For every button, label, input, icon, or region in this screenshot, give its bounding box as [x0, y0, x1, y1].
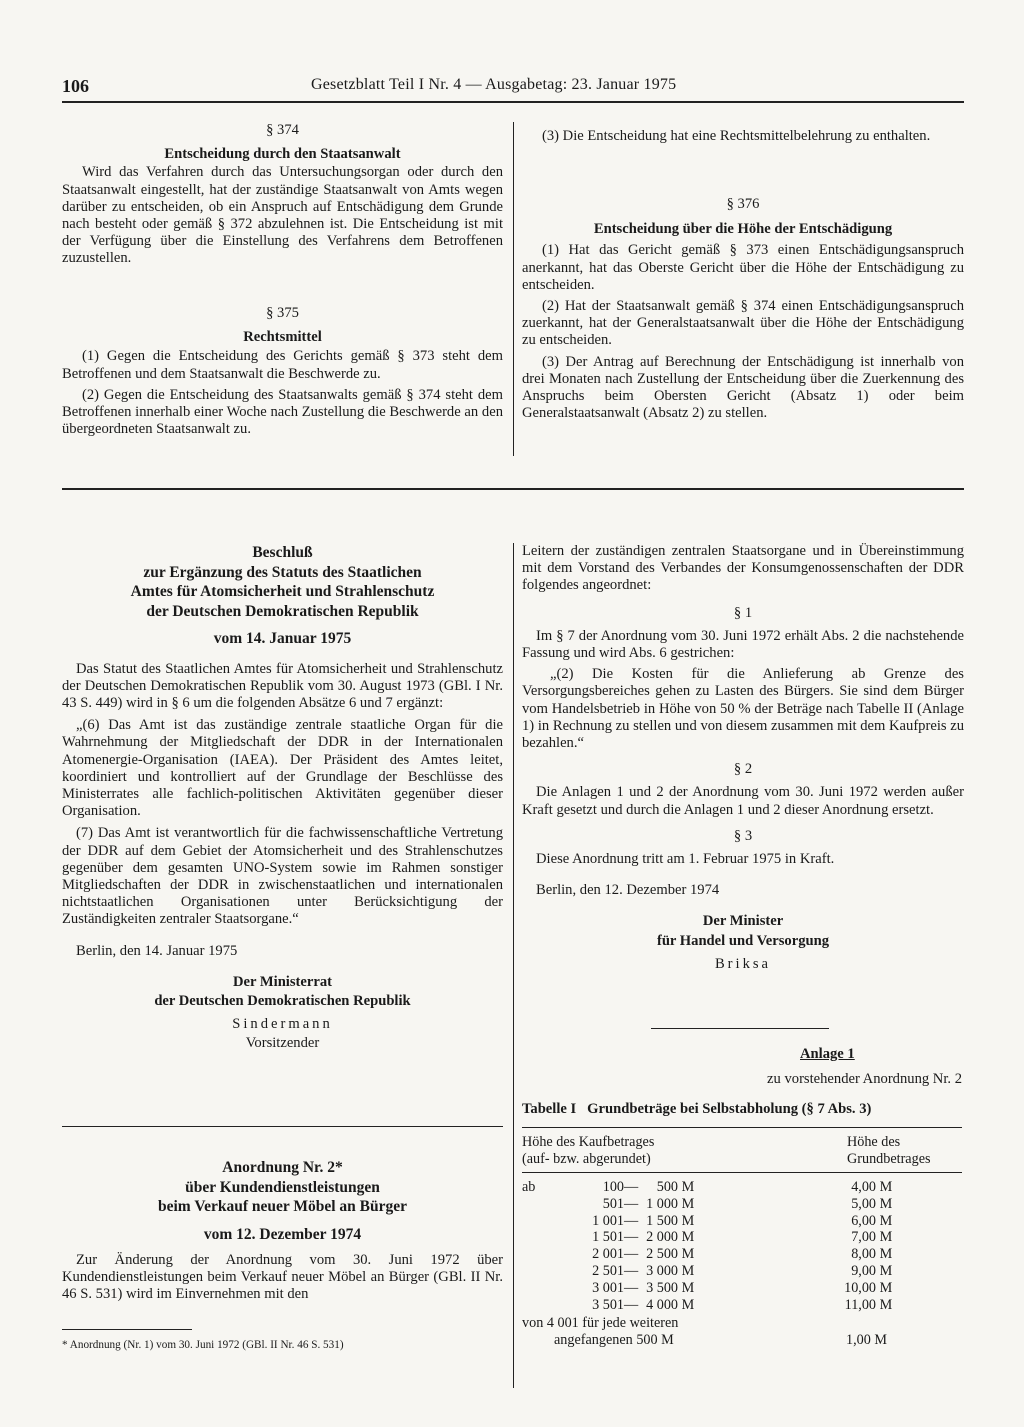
- paragraph-2: (2) Gegen die Entscheidung des Staatsanwalts gemäß § 374 steht dem Betroffenen innerhalb einer Woche nach Zustellung die Beschwerde an den übergeordneten Staatsanwalt zu.: [62, 386, 503, 438]
- table-top-rule: [522, 1127, 962, 1128]
- row-prefix: [522, 1280, 552, 1297]
- row-prefix: [522, 1213, 552, 1230]
- column-divider: [513, 122, 514, 456]
- annex-subtitle: zu vorstehender Anordnung Nr. 2: [767, 1071, 962, 1087]
- range-dash: —: [624, 1262, 639, 1279]
- order-title-line: beim Verkauf neuer Möbel an Bürger: [158, 1198, 407, 1215]
- base-amount: 10,00 M: [844, 1279, 893, 1296]
- row-prefix: ab: [522, 1179, 536, 1195]
- place-date: Berlin, den 14. Januar 1975: [76, 942, 238, 959]
- base-amount: 11,00 M: [844, 1296, 893, 1313]
- range-from: 3 501: [592, 1296, 624, 1313]
- table-last-row: [522, 1315, 678, 1349]
- order-title-line: Anordnung Nr. 2*: [222, 1159, 343, 1176]
- range-dash: —: [624, 1246, 639, 1263]
- table-row: [522, 1196, 892, 1213]
- section-heading: Entscheidung über die Höhe der Entschädigung: [593, 221, 893, 238]
- section-1-quote: „(2) Die Kosten für die Anlieferung ab Grenze des Versorgungsbereiches gehen zu Lasten des Bürgers. Sie sind dem Bürger vom Handelsbetrieb in Höhe von 50 % der Beträge nach Tabelle II (Anlage 1) in Rechnung zu stellen und von diesem zusammen mit dem Kaufpreis zu bezahlen.“: [522, 666, 964, 752]
- range-to: 3 500 M: [646, 1279, 695, 1296]
- signatory-name: Sindermann: [232, 1016, 333, 1033]
- range-from: 3 001: [592, 1279, 624, 1296]
- base-amount: 7,00 M: [851, 1229, 893, 1246]
- table-label: Tabelle I: [522, 1101, 577, 1117]
- signature-rule: [651, 1028, 829, 1029]
- table-header-amount-range: [522, 1134, 654, 1168]
- table-row: [522, 1263, 892, 1280]
- table-row: [522, 1179, 892, 1196]
- paragraph-1: (1) Gegen die Entscheidung des Gerichts gemäß § 373 steht dem Betroffenen und dem Staatsanwalt die Beschwerde zu.: [62, 348, 503, 382]
- signatory-body: Der Ministerrat: [232, 973, 332, 990]
- base-amount: 8,00 M: [851, 1246, 893, 1263]
- order-date: vom 12. Dezember 1974: [203, 1225, 362, 1243]
- range-dash: —: [624, 1212, 639, 1229]
- row-prefix: [522, 1229, 552, 1246]
- base-amount: 6,00 M: [851, 1212, 893, 1229]
- decision-title-line: Beschluß: [252, 544, 313, 561]
- table-header-base-amount: [847, 1134, 931, 1168]
- decision-title-line: der Deutschen Demokratischen Republik: [146, 602, 419, 620]
- section-number: § 2: [733, 761, 753, 778]
- header-line: Höhe des: [847, 1134, 901, 1150]
- range-to: 4 000 M: [646, 1296, 695, 1313]
- section-375: [62, 305, 503, 438]
- range-dash: —: [624, 1179, 639, 1195]
- table-row: [522, 1297, 892, 1314]
- table-row: [522, 1246, 892, 1263]
- table-row: [522, 1229, 892, 1246]
- decision-title-line: Amtes für Atomsicherheit und Strahlenschutz: [130, 583, 435, 600]
- section-376: [522, 196, 964, 422]
- place-date: Berlin, den 12. Dezember 1974: [536, 882, 720, 899]
- row-prefix: [522, 1196, 552, 1213]
- signatory-body: der Deutschen Demokratischen Republik: [154, 992, 411, 1009]
- range-to: 1 500 M: [646, 1212, 695, 1229]
- decision-absatz-7: (7) Das Amt ist verantwortlich für die fachwissenschaftliche Vertretung der DDR auf dem Gebiet der Atomsicherheit und des Strahlenschutzes gegenüber dem gesamten UNO-System sowie im Rahmen sonstiger Mitgliedschaften der DDR in zwischenstaatlichen und internationalen nichtstaatlichen Organisationen unter Berücksichtigung der Zuständigkeiten zentraler Staatsorgane.“: [62, 825, 503, 928]
- section-number: § 376: [726, 196, 760, 212]
- paragraph-3: (3) Die Entscheidung hat eine Rechtsmittelbelehrung zu enthalten.: [542, 128, 931, 144]
- range-from: 100: [602, 1179, 624, 1195]
- range-dash: —: [624, 1229, 639, 1246]
- range-dash: —: [624, 1296, 639, 1313]
- row-prefix: [522, 1246, 552, 1263]
- last-row-line: von 4 001 für jede weiteren: [522, 1315, 679, 1331]
- section-text: Wird das Verfahren durch das Untersuchungsorgan oder durch den Staatsanwalt eingestellt, hat der zuständige Staatsanwalt von Amts wegen darüber zu entscheiden, ob ein Anspruch auf Entschädigung dem Grunde nach besteht oder gemäß § 372 abzulehnen ist. Die Entscheidung ist mit der Verfügung über die Einstellung des Verfahrens dem Betroffenen zuzustellen.: [62, 164, 503, 267]
- page-number: 106: [62, 76, 89, 96]
- range-dash: —: [624, 1279, 639, 1296]
- range-from: 2 501: [592, 1262, 624, 1279]
- signatory-body: für Handel und Versorgung: [656, 932, 830, 949]
- header-line: (auf- bzw. abgerundet): [522, 1151, 651, 1167]
- section-number: § 1: [733, 604, 753, 621]
- range-to: 3 000 M: [646, 1262, 695, 1279]
- running-title: Gesetzblatt Teil I Nr. 4 — Ausgabetag: 23. Januar 1975: [311, 76, 677, 93]
- decision-title-line: zur Ergänzung des Statuts des Staatlichen: [143, 563, 422, 581]
- section-2-text: Die Anlagen 1 und 2 der Anordnung vom 30. Juni 1972 werden außer Kraft gesetzt und durch die Anlagen 1 und 2 dieser Anordnung ersetzt.: [522, 784, 964, 818]
- paragraph-3: (3) Der Antrag auf Berechnung der Entschädigung ist innerhalb von drei Monaten nach Zustellung der Entscheidung über die Zuerkennung des Anspruchs beim Obersten Gericht (Absatz 1) oder beim Generalstaatsanwalt (Absatz 2) zu stellen.: [522, 353, 964, 422]
- base-amount: 4,00 M: [851, 1179, 893, 1195]
- section-1-text: Im § 7 der Anordnung vom 30. Juni 1972 erhält Abs. 2 die nachstehende Fassung und wird Abs. 6 gestrichen:: [522, 627, 964, 662]
- row-prefix: [522, 1263, 552, 1280]
- table-row: [522, 1280, 892, 1297]
- range-to: 500 M: [656, 1179, 695, 1195]
- range-from: 501: [602, 1195, 624, 1212]
- paragraph-1: (1) Hat das Gericht gemäß § 373 einen Entschädigungsanspruch anerkannt, hat das Oberste Gericht über die Höhe der Entschädigung zu entscheiden.: [522, 242, 964, 293]
- order-title-line: über Kundendienstleistungen: [185, 1178, 380, 1196]
- table-caption: [522, 1101, 871, 1118]
- range-from: 1 501: [592, 1229, 624, 1246]
- range-to: 1 000 M: [646, 1195, 695, 1212]
- last-row-amount: 1,00 M: [846, 1332, 887, 1348]
- last-row-line: angefangenen 500 M: [554, 1332, 674, 1348]
- section-rule: [62, 1126, 503, 1127]
- table-body: [522, 1179, 892, 1313]
- base-amount: 9,00 M: [851, 1262, 893, 1279]
- header-line: Grundbetrages: [847, 1151, 931, 1167]
- range-dash: —: [624, 1195, 639, 1212]
- section-number: § 3: [733, 827, 753, 844]
- table-header-rule: [522, 1172, 962, 1173]
- decision-absatz-6: „(6) Das Amt ist das zuständige zentrale staatliche Organ für die Wahrnehmung der Mitgliedschaft der DDR in der Internationalen Atomenergie-Organisation (IAEA). Der Präsident des Amtes leitet, koordiniert und kontrolliert auf der Grundlage der Beschlüsse des Ministerrates alle fachlich-politischen Aktivitäten gegenüber dieser Organisation.: [62, 717, 503, 820]
- section-number: § 375: [266, 305, 299, 321]
- base-amount: 5,00 M: [851, 1195, 893, 1212]
- footnote-rule: [62, 1329, 192, 1330]
- order-intro: Zur Änderung der Anordnung vom 30. Juni 1972 über Kundendienstleistungen beim Verkauf neuer Möbel an Bürger (GBl. II Nr. 46 S. 531) wird im Einvernehmen mit den: [62, 1252, 503, 1303]
- anordnung-continued: [522, 543, 964, 973]
- range-to: 2 000 M: [646, 1229, 695, 1246]
- section-375-cont: [522, 128, 964, 145]
- section-number: § 374: [266, 122, 299, 138]
- header-line: Höhe des Kaufbetrages: [522, 1134, 655, 1150]
- paragraph-2: (2) Hat der Staatsanwalt gemäß § 374 einen Entschädigungsanspruch zuerkannt, hat der Generalstaatsanwalt über die Höhe der Entschädigung zu entscheiden.: [522, 298, 964, 349]
- range-from: 2 001: [592, 1246, 624, 1263]
- anordnung: [62, 1158, 503, 1304]
- signatory-body: Der Minister: [702, 913, 784, 930]
- table-row: [522, 1213, 892, 1230]
- order-continued-text: Leitern der zuständigen zentralen Staatsorgane und in Übereinstimmung mit dem Vorstand des Verbandes der Konsumgenossenschaften der DDR folgendes angeordnet:: [522, 543, 964, 594]
- header-rule: [62, 101, 964, 103]
- range-from: 1 001: [592, 1212, 624, 1229]
- signatory-name: Briksa: [714, 955, 772, 972]
- decision-date: vom 14. Januar 1975: [213, 630, 352, 647]
- annex-title: Anlage 1: [800, 1046, 855, 1062]
- section-3-text: Diese Anordnung tritt am 1. Februar 1975 in Kraft.: [536, 851, 835, 868]
- range-to: 2 500 M: [646, 1246, 695, 1263]
- column-divider: [513, 543, 514, 1388]
- base-amount-table: [522, 1179, 892, 1313]
- decision-intro: Das Statut des Staatlichen Amtes für Atomsicherheit und Strahlenschutz der Deutschen Demokratischen Republik vom 30. August 1973 (GBl. I Nr. 43 S. 449) wird in § 6 um die folgenden Absätze 6 und 7 ergänzt:: [62, 660, 503, 711]
- section-heading: Rechtsmittel: [243, 329, 322, 346]
- section-rule: [62, 488, 964, 490]
- footnote: * Anordnung (Nr. 1) vom 30. Juni 1972 (GBl. II Nr. 46 S. 531): [62, 1339, 344, 1351]
- row-prefix: [522, 1297, 552, 1314]
- section-374: [62, 122, 503, 268]
- signatory-role: Vorsitzender: [245, 1035, 320, 1052]
- beschluss: [62, 543, 503, 1053]
- section-heading: Entscheidung durch den Staatsanwalt: [164, 146, 401, 163]
- table-title: Grundbeträge bei Selbstabholung (§ 7 Abs. 3): [587, 1101, 872, 1117]
